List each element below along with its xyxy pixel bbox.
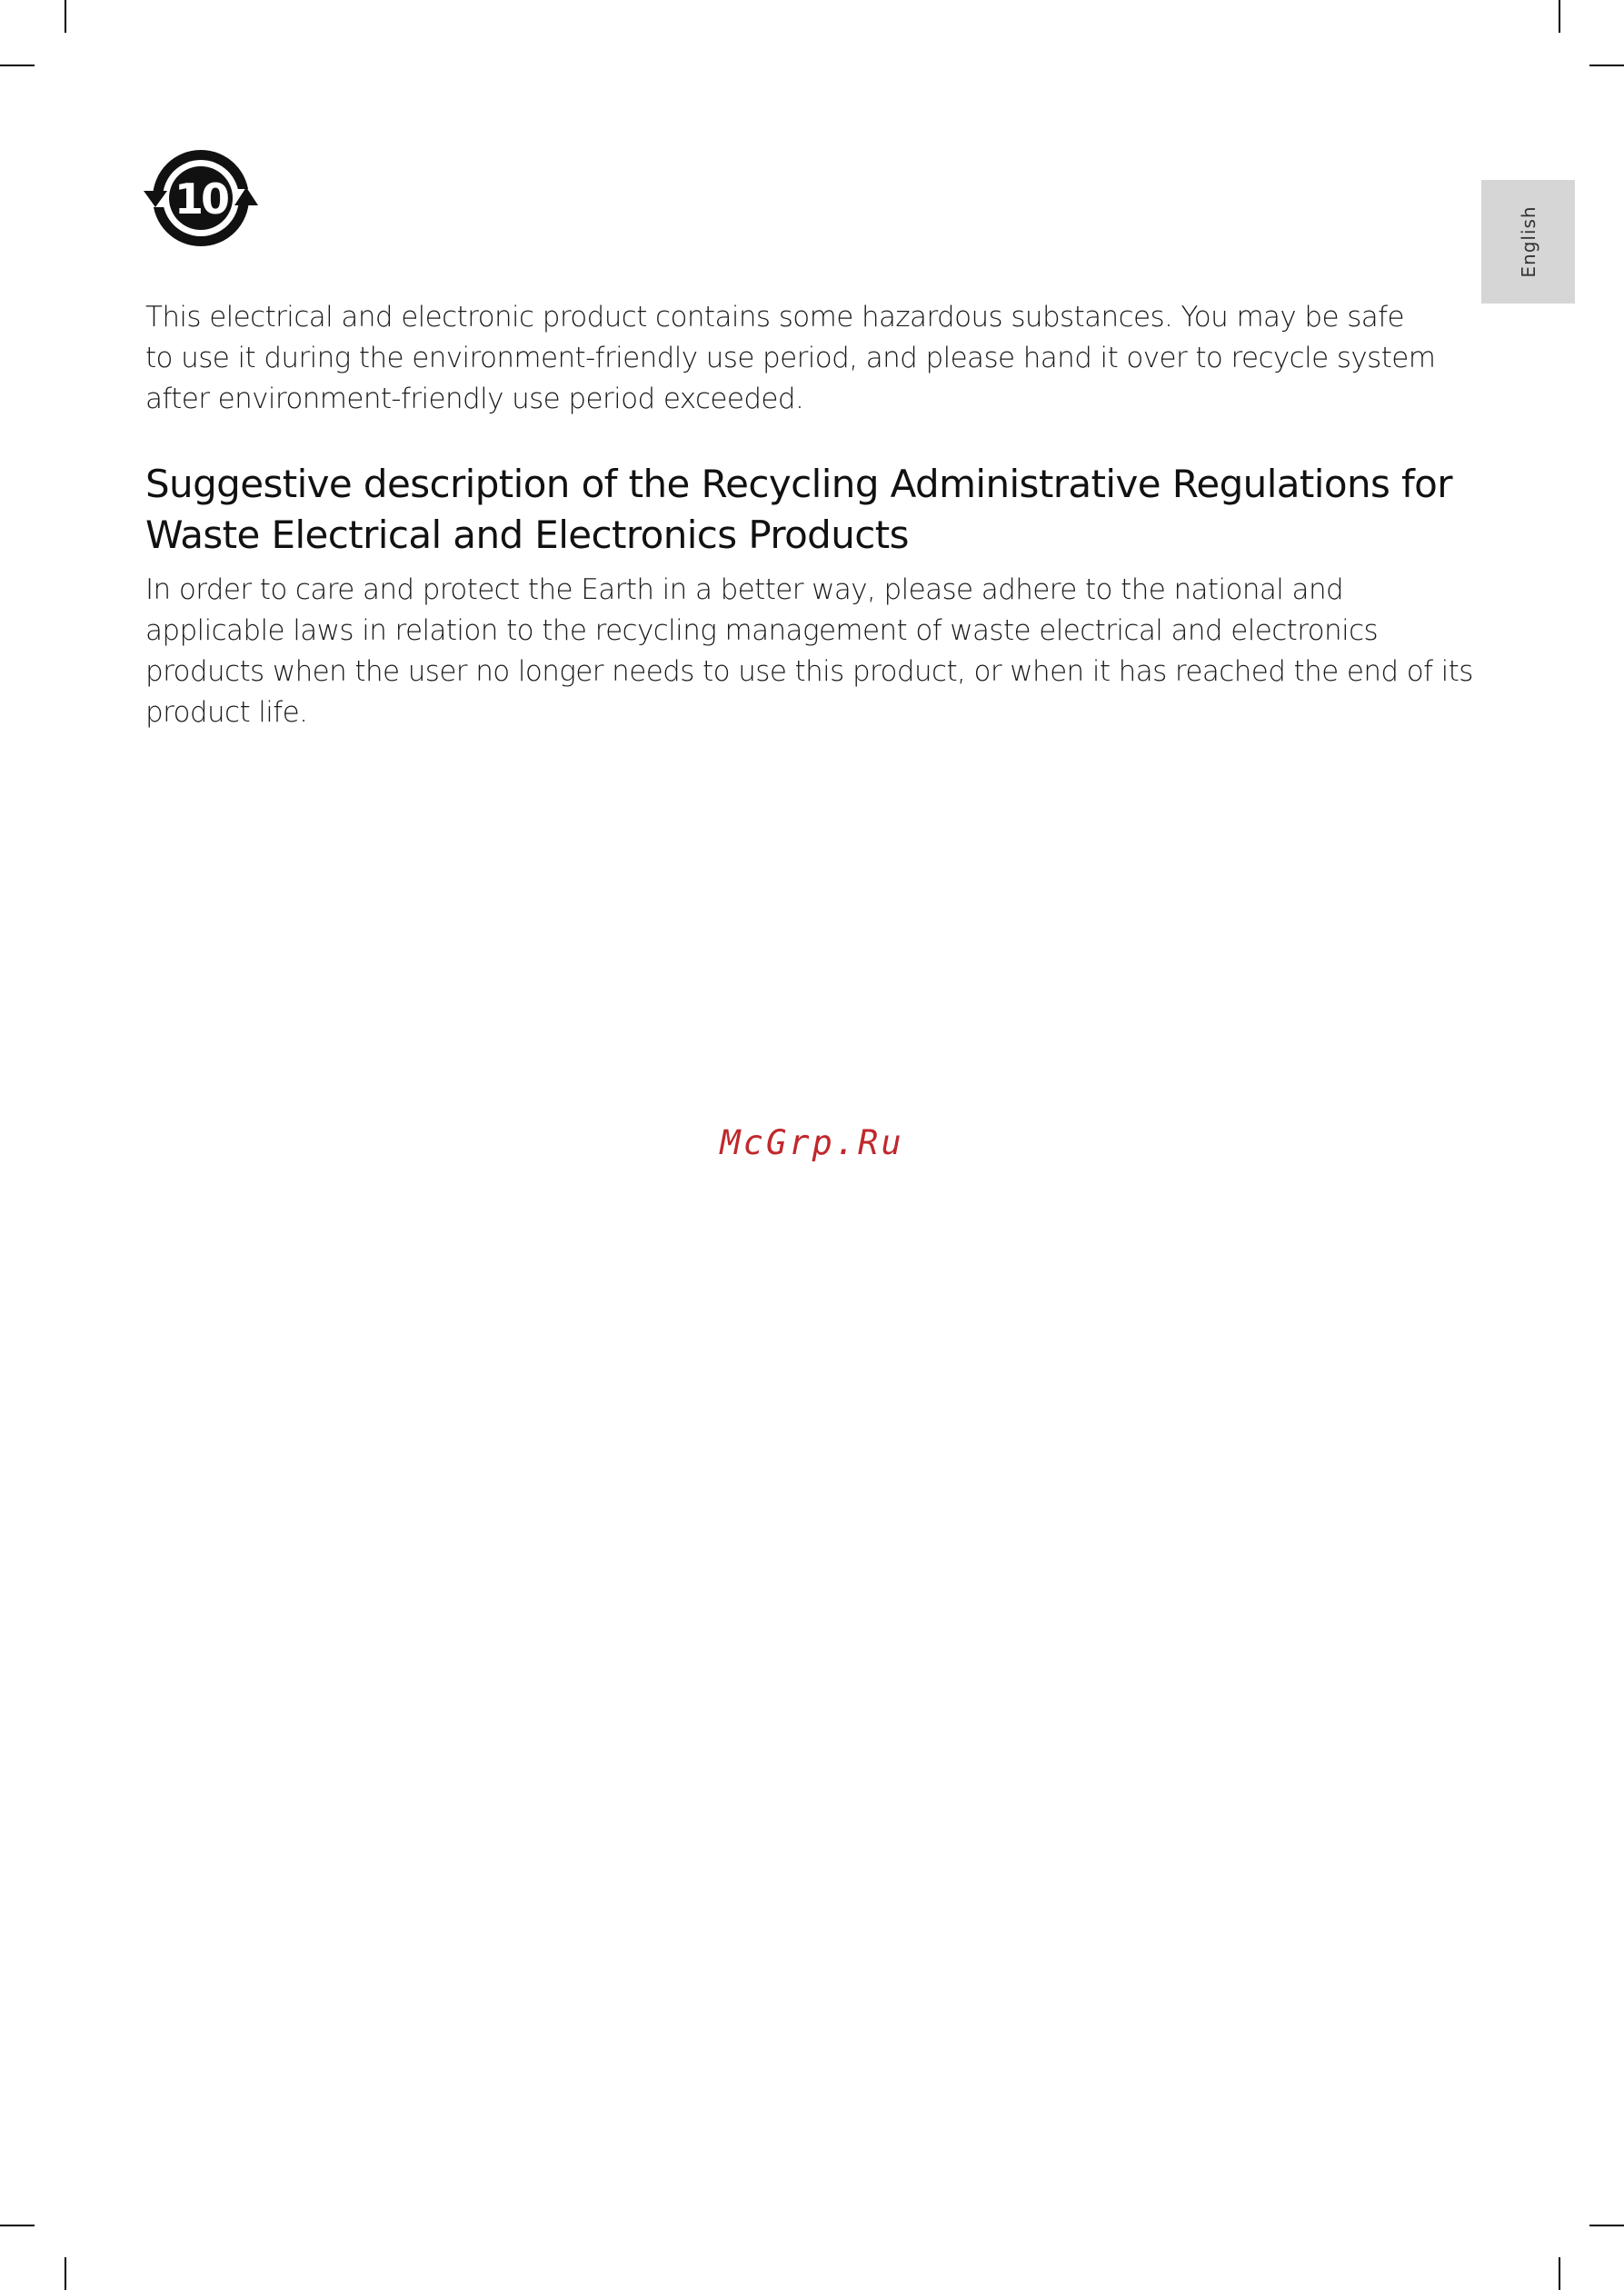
crop-mark-top-right-horizontal	[1589, 65, 1624, 66]
watermark: McGrp.Ru	[720, 1123, 904, 1162]
section-body-paragraph: In order to care and protect the Earth in a better way, please adhere to the national and applicable laws in relation to the recycling management of waste electrical and electronics products when the user no longer needs to use this product, or when it has reached the end of its product life.	[145, 573, 1473, 729]
crop-mark-top-left-vertical	[65, 0, 66, 33]
crop-mark-top-left-horizontal	[0, 65, 35, 66]
section-heading: Suggestive description of the Recycling Administrative Regulations for Waste Electrical and Electronics Products	[145, 462, 1452, 557]
language-tab	[1481, 180, 1575, 304]
crop-mark-bottom-right-horizontal	[1589, 2225, 1624, 2226]
crop-mark-bottom-left-vertical	[65, 2257, 66, 2290]
logo-number: 10	[174, 174, 228, 224]
intro-paragraph: This electrical and electronic product contains some hazardous substances. You may be safe to use it during the environment-friendly use period, and please hand it over to recycle system after environment-friendly use period exceeded.	[145, 301, 1436, 415]
environment-friendly-use-period-icon	[142, 144, 260, 253]
crop-mark-bottom-right-vertical	[1559, 2257, 1560, 2290]
language-tab-label: English	[1517, 205, 1539, 278]
crop-mark-bottom-left-horizontal	[0, 2225, 35, 2226]
crop-mark-top-right-vertical	[1559, 0, 1560, 33]
